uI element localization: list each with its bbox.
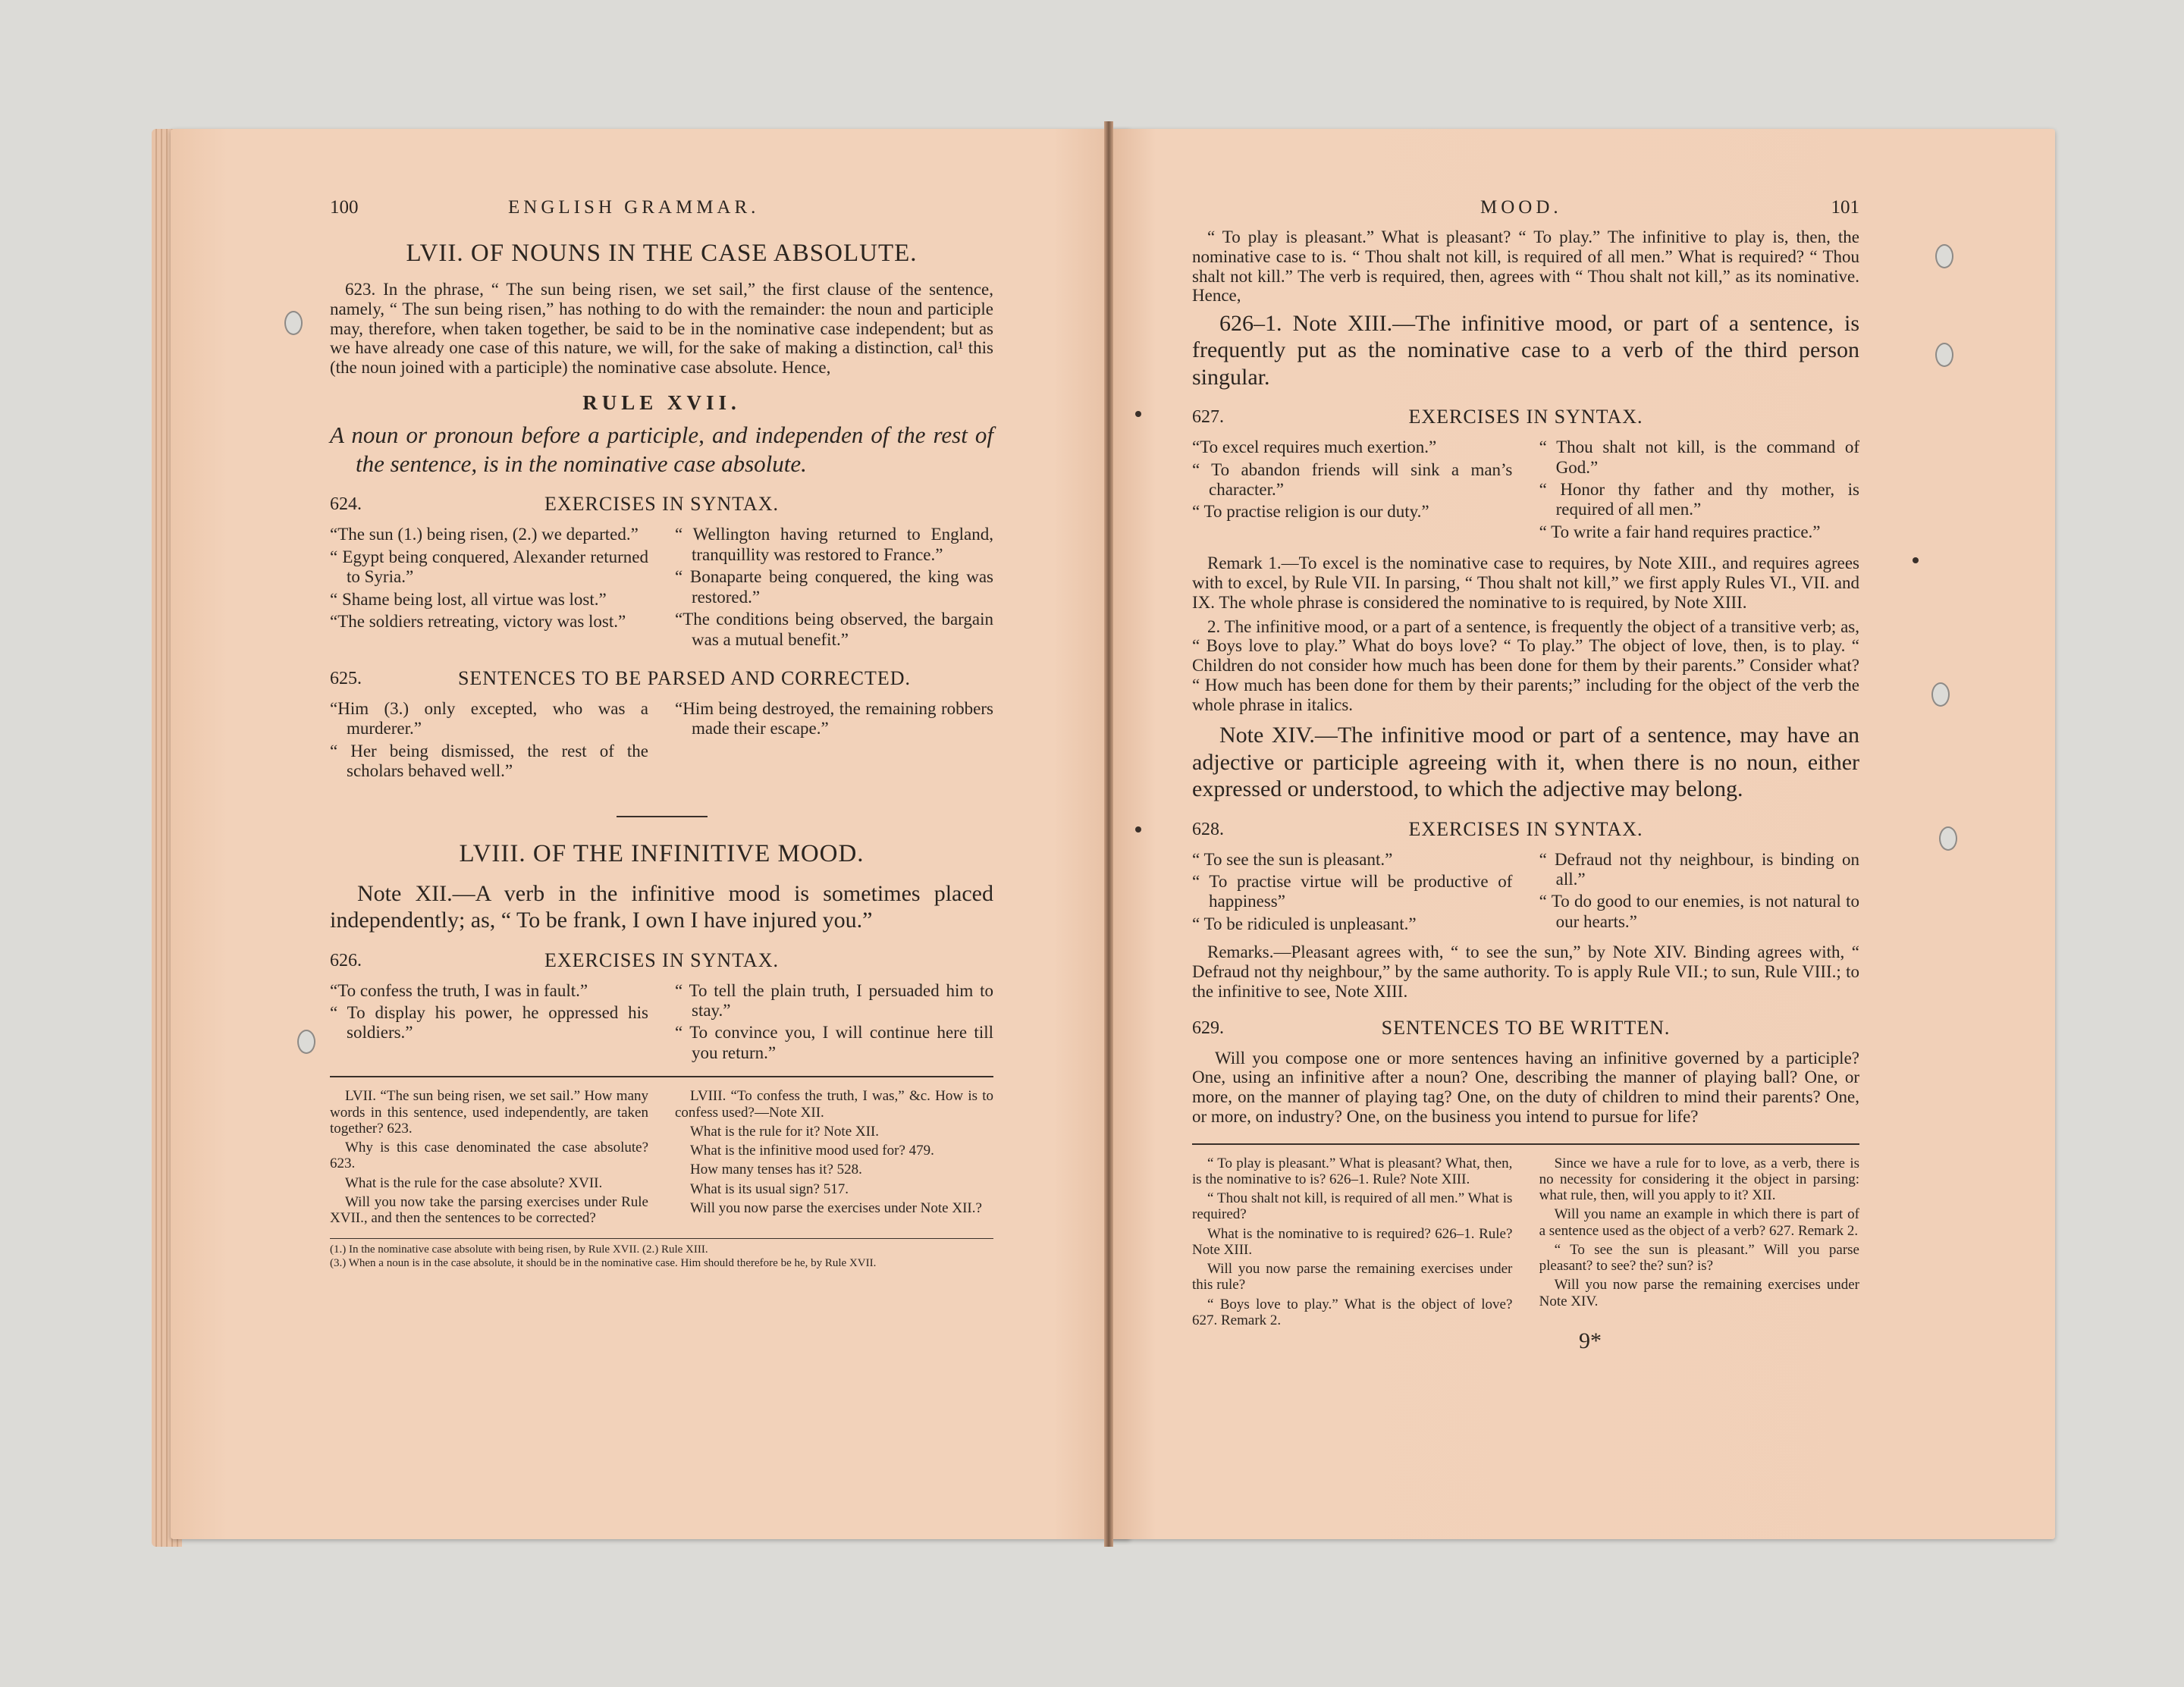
open-book (152, 121, 2055, 1554)
rule-title: RULE XVII. (582, 390, 741, 414)
exercise-heading (330, 949, 993, 974)
exercise-heading (330, 667, 993, 691)
exercise-item: “The sun (1.) being risen, (2.) we departed.” (330, 525, 639, 544)
question: “ To play is pleasant.” What is pleasant? What, then, is the nominative to is? 626–1. Rule? Note XIII. (1192, 1155, 1513, 1187)
exercise-item: “ To convince you, I will continue here till you return.” (675, 1023, 993, 1062)
exercise-629-text: Will you compose one or more sentences having an infinitive governed by a participle? One, using an infinitive after a noun? One, describing the manner of playing ball? One, or more, on the manner of playing tag? One, on the duty of children to mind their parents? One, or more, on industry? One, on the business you intend to pursue for life? (1192, 1048, 1859, 1126)
footnotes (330, 1238, 993, 1270)
question: What is its usual sign? 517. (690, 1181, 849, 1197)
running-title: ENGLISH GRAMMAR. (508, 197, 760, 218)
exercise-item: “ Wellington having returned to England, tranquillity was restored to France.” (675, 525, 993, 564)
question: What is the infinitive mood used for? 479. (690, 1143, 934, 1159)
exercise-columns (330, 525, 993, 652)
exercise-item: “Him being destroyed, the remaining robbers made their escape.” (675, 699, 993, 738)
exercise-column-left (330, 981, 648, 1066)
note-xiv: Note XIV.—The infinitive mood or part of a sentence, may have an adjective or participle agreeing with it, when there is no noun, either expressed or understood, to which the adjective may belong. (1192, 723, 1859, 802)
signature-mark: 9* (1579, 1328, 1602, 1354)
remarks: Remarks.—Pleasant agrees with, “ to see the sun,” by Note XIV. Binding agrees with, “ Defraud not thy neighbour,” by the same authority. To is apply Rule VII.; to sun, Rule VIII.; to the infinitive to see, Note XIII. (1192, 942, 1859, 1001)
question: LVIII. “To confess the truth, I was,” &c. How is to confess used?—Note XII. (675, 1088, 993, 1121)
exercise-number: 624. (330, 494, 362, 515)
punch-hole (1935, 343, 1953, 367)
question: Will you now parse the remaining exercises under Note XIV. (1539, 1277, 1859, 1309)
exercise-item: “ To display his power, he oppressed his soldiers.” (330, 1002, 648, 1043)
exercise-number: 626. (330, 950, 362, 970)
punch-hole (1931, 682, 1950, 707)
exercise-item: “The conditions being observed, the bargain was a mutual benefit.” (675, 610, 993, 649)
exercise-column-right (1539, 850, 1859, 937)
exercise-heading (1192, 406, 1859, 430)
exercise-column-left (330, 525, 648, 652)
right-page (1109, 129, 2055, 1539)
question: Will you name an example in which there is part of a sentence used as the object of a verb? 627. Remark 2. (1539, 1206, 1859, 1239)
left-page (171, 129, 1130, 1539)
exercise-title: SENTENCES TO BE WRITTEN. (1381, 1016, 1671, 1039)
footnote: (1.) In the nominative case absolute with being risen, by Rule XVII. (2.) Rule XIII. (330, 1243, 708, 1256)
exercise-columns (330, 699, 993, 784)
exercise-column-left (1192, 850, 1512, 937)
exercise-item: “To confess the truth, I was in fault.” (330, 980, 588, 1000)
intro-paragraph: “ To play is pleasant.” What is pleasant? “ To play.” The infinitive to play is, then, the nominative case to is. “ Thou shalt not kill, is required of all men.” What is required? “ Thou shalt not kill.” The verb is required, then, agrees with “ Thou shalt not kill,” as its nominative. Hence, (1192, 227, 1859, 306)
exercise-heading (1192, 1017, 1859, 1041)
exercise-item: “ Thou shalt not kill, is the command of God.” (1539, 437, 1859, 477)
rule-line (330, 1076, 993, 1077)
questions (330, 1088, 993, 1229)
exercise-heading (1192, 818, 1859, 842)
exercise-columns (1192, 850, 1859, 937)
rule-text: A noun or pronoun before a participle, and independen of the rest of the sentence, is in the nominative case absolute. (330, 421, 993, 477)
exercise-item: “ Egypt being conquered, Alexander returned to Syria.” (330, 547, 648, 587)
question: “ Boys love to play.” What is the object of love? 627. Remark 2. (1192, 1296, 1513, 1328)
exercise-item: “ To practise virtue will be productive of happiness” (1192, 871, 1513, 911)
exercise-item: “ To practise religion is our duty.” (1192, 502, 1429, 522)
question: LVII. “The sun being risen, we set sail.” How many words in this sentence, used independently, are taken together? 623. (330, 1088, 648, 1137)
punch-hole (284, 311, 303, 335)
exercise-columns (330, 981, 993, 1066)
running-head (1192, 197, 1859, 220)
question: How many tenses has it? 528. (690, 1162, 862, 1178)
exercise-item: “To excel requires much exertion.” (1192, 437, 1437, 457)
exercise-item: “ Bonaparte being conquered, the king was restored.” (675, 567, 993, 607)
exercise-item: “ To be ridiculed is unpleasant.” (1192, 914, 1417, 933)
question: “ To see the sun is pleasant.” Will you parse pleasant? to see? the? sun? is? (1539, 1241, 1859, 1275)
exercise-title: EXERCISES IN SYNTAX. (544, 493, 779, 516)
question: What is the rule for it? Note XII. (690, 1123, 880, 1140)
page-number: 101 (1831, 197, 1859, 218)
punch-hole (1939, 826, 1957, 851)
section-title: LVII. OF NOUNS IN THE CASE ABSOLUTE. (406, 240, 918, 267)
page-number: 100 (330, 197, 359, 218)
exercise-column-right (675, 525, 993, 652)
questions (1192, 1156, 1859, 1332)
paragraph-623: 623. In the phrase, “ The sun being risen, we set sail,” the first clause of the sentence, namely, “ The sun being risen,” has nothing to do with the remainder: the noun and participle may, therefore, when taken together, be said to be in the nominative case independent; but as we have already one case of this nature, we will, for the sake of making a distinction, cal¹ this (the noun joined with a participle) the nominative case absolute. Hence, (330, 280, 993, 377)
section-title: LVIII. OF THE INFINITIVE MOOD. (459, 839, 864, 867)
exercise-heading (330, 493, 993, 517)
question: Will you now take the parsing exercises under Rule XVII., and then the sentences to be corrected? (330, 1193, 648, 1227)
running-title: MOOD. (1480, 197, 1562, 218)
question: “ Thou shalt not kill, is required of all men.” What is required? (1192, 1190, 1513, 1223)
binding-mark (1135, 411, 1141, 417)
questions-column-left (330, 1088, 648, 1229)
exercise-title: EXERCISES IN SYNTAX. (544, 949, 779, 971)
exercise-columns (1192, 437, 1859, 544)
exercise-item: “ Shame being lost, all virtue was lost.” (330, 589, 607, 609)
exercise-column-right (1539, 437, 1859, 544)
remark-1: Remark 1.—To excel is the nominative case to requires, by Note XIII., and requires agrees with to excel, by Rule VII. In parsing, “ Thou shalt not kill,” we first apply Rules VI., VII. and IX. The whole phrase is considered the nominative to is required, by Note XIII. (1192, 553, 1859, 612)
exercise-title: SENTENCES TO BE PARSED AND CORRECTED. (457, 667, 912, 689)
footnote: (3.) When a noun is in the case absolute, it should be in the nominative case. Him should therefore be he, by Rule XVII. (330, 1256, 877, 1269)
questions-column-left (1192, 1156, 1512, 1332)
question: What is the rule for the case absolute? XVII. (345, 1174, 603, 1191)
binding-mark (1913, 557, 1919, 563)
binding-mark (1135, 826, 1141, 833)
exercise-number: 625. (330, 669, 362, 688)
exercise-number: 629. (1192, 1018, 1224, 1038)
exercise-column-right (675, 699, 993, 784)
exercise-item: “Him (3.) only excepted, who was a murderer.” (330, 699, 648, 738)
question: Will you now parse the remaining exercises under this rule? (1192, 1261, 1513, 1293)
exercise-column-left (1192, 437, 1512, 544)
questions-column-right (675, 1088, 993, 1229)
note-xiii: 626–1. Note XIII.—The infinitive mood, or part of a sentence, is frequently put as the nominative case to a verb of the third person singular. (1192, 311, 1859, 390)
exercise-item: “ To see the sun is pleasant.” (1192, 849, 1393, 869)
right-page-content (1192, 197, 1859, 1354)
punch-hole (1935, 244, 1953, 268)
exercise-item: “ To abandon friends will sink a man’s character.” (1192, 459, 1513, 500)
section-divider (617, 816, 708, 817)
exercise-number: 627. (1192, 407, 1224, 428)
exercise-column-left (330, 699, 648, 784)
exercise-column-right (675, 981, 993, 1066)
exercise-item: “ Her being dismissed, the rest of the scholars behaved well.” (330, 741, 648, 781)
exercise-item: “The soldiers retreating, victory was lost.” (330, 612, 626, 632)
exercise-item: “ To write a fair hand requires practice.” (1539, 522, 1821, 541)
exercise-title: EXERCISES IN SYNTAX. (1408, 817, 1643, 840)
question: Will you now parse the exercises under Note XII.? (690, 1199, 982, 1216)
exercise-title: EXERCISES IN SYNTAX. (1408, 406, 1643, 428)
remark-2: 2. The infinitive mood, or a part of a sentence, is frequently the object of a transitive verb; as, “ Boys love to play.” What do boys love? “ To play.” The object of love, then, is to play. “ Children do not consider how much has been done for them by their parents.” Consider what? “ How much has been done for them by their parents;” including for the object of the verb the whole phrase in italics. (1192, 616, 1859, 714)
exercise-item: “ To tell the plain truth, I persuaded him to stay.” (675, 980, 993, 1020)
left-page-content (330, 197, 993, 1270)
question: Since we have a rule for to love, as a verb, there is no necessity for considering it the object in parsing: what rule, then, will you apply to it? XII. (1539, 1155, 1859, 1204)
exercise-number: 628. (1192, 819, 1224, 839)
punch-hole (297, 1030, 315, 1054)
book-gutter (1104, 121, 1113, 1547)
questions-column-right (1539, 1156, 1859, 1332)
question: Why is this case denominated the case absolute? 623. (330, 1140, 648, 1172)
note-xii: Note XII.—A verb in the infinitive mood is sometimes placed independently; as, “ To be frank, I own I have injured you.” (330, 880, 993, 933)
running-head (330, 197, 993, 220)
exercise-item: “ Honor thy father and thy mother, is required of all men.” (1539, 480, 1859, 519)
exercise-item: “ Defraud not thy neighbour, is binding on all.” (1539, 849, 1859, 889)
exercise-item: “ To do good to our enemies, is not natural to our hearts.” (1539, 892, 1859, 931)
rule-line (1192, 1143, 1859, 1145)
question: What is the nominative to is required? 626–1. Rule? Note XIII. (1192, 1225, 1513, 1258)
